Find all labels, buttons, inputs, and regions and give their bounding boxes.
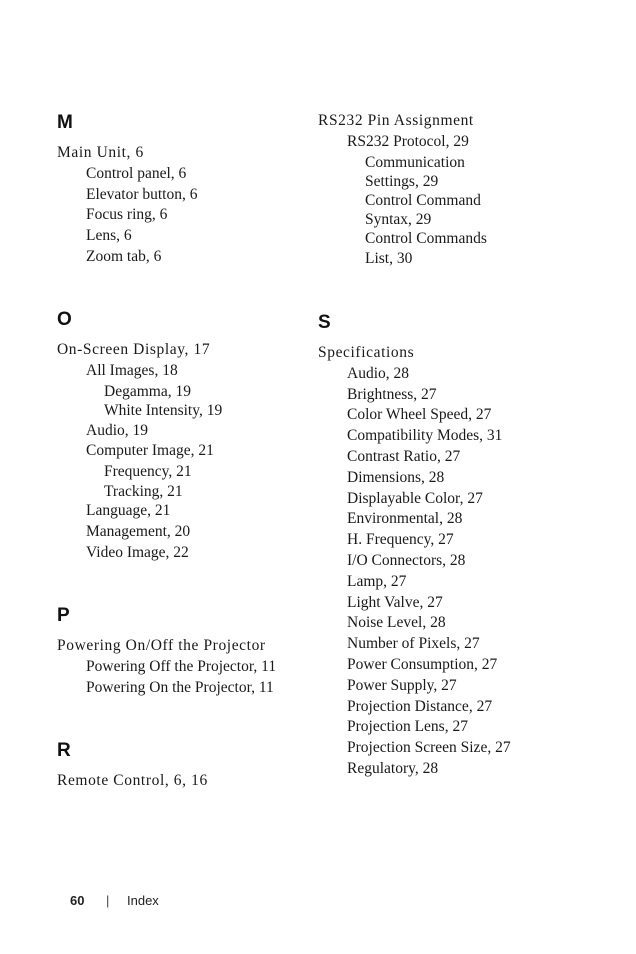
index-subentry: Noise Level, 28 bbox=[347, 614, 446, 632]
section-letter: P bbox=[57, 605, 70, 626]
index-subentry: I/O Connectors, 28 bbox=[347, 551, 466, 569]
index-subentry: Compatibility Modes, 31 bbox=[347, 427, 503, 445]
index-subsubentry: Communication bbox=[365, 153, 465, 171]
index-subsubentry: List, 30 bbox=[365, 249, 413, 267]
index-subsubentry: Frequency, 21 bbox=[104, 463, 192, 481]
entry-list bbox=[57, 771, 357, 792]
section-letter: M bbox=[57, 112, 73, 133]
index-section-m bbox=[57, 112, 357, 268]
index-entry: Main Unit, 6 bbox=[57, 144, 144, 161]
index-subsubentry: Syntax, 29 bbox=[365, 211, 432, 229]
index-subentry: Color Wheel Speed, 27 bbox=[347, 406, 492, 424]
index-subentry: Contrast Ratio, 27 bbox=[347, 447, 461, 465]
entry-list bbox=[318, 111, 618, 268]
index-subsubentry: Settings, 29 bbox=[365, 172, 439, 190]
index-subentry: Computer Image, 21 bbox=[86, 442, 214, 460]
index-subentry: Brightness, 27 bbox=[347, 385, 437, 403]
index-subentry: Displayable Color, 27 bbox=[347, 489, 483, 507]
footer-separator: | bbox=[106, 893, 110, 908]
index-subentry: Audio, 28 bbox=[347, 364, 409, 382]
index-subentry: Power Supply, 27 bbox=[347, 676, 457, 694]
index-entry: On-Screen Display, 17 bbox=[57, 341, 211, 358]
page-number: 60 bbox=[70, 893, 85, 908]
index-subentry: Lens, 6 bbox=[86, 227, 132, 245]
section-letter: S bbox=[318, 312, 331, 333]
index-subentry: H. Frequency, 27 bbox=[347, 531, 454, 549]
entry-list bbox=[57, 340, 357, 564]
index-subentry: Language, 21 bbox=[86, 502, 171, 520]
index-subentry: Lamp, 27 bbox=[347, 572, 407, 590]
index-subentry: Projection Screen Size, 27 bbox=[347, 739, 511, 757]
index-subentry: Number of Pixels, 27 bbox=[347, 635, 480, 653]
index-subsubentry: Control Command bbox=[365, 192, 481, 209]
index-subentry: RS232 Protocol, 29 bbox=[347, 132, 469, 150]
footer-section-label: Index bbox=[127, 893, 159, 908]
index-entry: Remote Control, 6, 16 bbox=[57, 772, 208, 789]
index-subentry: Powering On the Projector, 11 bbox=[86, 678, 274, 696]
index-subentry: Video Image, 22 bbox=[86, 543, 189, 561]
section-letter: O bbox=[57, 309, 72, 330]
index-subentry: Powering Off the Projector, 11 bbox=[86, 657, 277, 675]
index-subentry: Power Consumption, 27 bbox=[347, 655, 498, 673]
index-subentry: Light Valve, 27 bbox=[347, 593, 443, 611]
index-subsubentry: Degamma, 19 bbox=[104, 382, 191, 400]
index-section-r-continued bbox=[318, 111, 618, 268]
page-footer bbox=[70, 893, 159, 908]
index-subentry: Regulatory, 28 bbox=[347, 759, 439, 777]
index-subsubentry: Control Commands bbox=[365, 230, 487, 248]
index-section-r bbox=[57, 740, 357, 792]
index-entry: Specifications bbox=[318, 344, 415, 361]
index-subentry: Projection Lens, 27 bbox=[347, 718, 468, 736]
index-section-o bbox=[57, 309, 357, 564]
index-subentry: Dimensions, 28 bbox=[347, 468, 445, 486]
section-letter: R bbox=[57, 740, 71, 761]
index-subentry: Projection Distance, 27 bbox=[347, 697, 493, 715]
index-entry: Powering On/Off the Projector bbox=[57, 637, 266, 654]
index-subentry: Control panel, 6 bbox=[86, 164, 187, 182]
entry-list bbox=[57, 636, 357, 698]
entry-list bbox=[57, 143, 357, 268]
index-subentry: Audio, 19 bbox=[86, 421, 148, 439]
index-section-p bbox=[57, 605, 357, 698]
index-subentry: Management, 20 bbox=[86, 522, 191, 540]
entry-list bbox=[318, 343, 618, 780]
index-subentry: Focus ring, 6 bbox=[86, 206, 168, 224]
index-subsubentry: Tracking, 21 bbox=[104, 482, 183, 500]
index-section-s bbox=[318, 312, 618, 780]
index-subentry: Zoom tab, 6 bbox=[86, 247, 162, 265]
index-entry: RS232 Pin Assignment bbox=[318, 112, 474, 129]
index-subentry: Elevator button, 6 bbox=[86, 185, 198, 203]
index-subsubentry: White Intensity, 19 bbox=[104, 402, 223, 420]
index-subentry: All Images, 18 bbox=[86, 361, 178, 379]
index-subentry: Environmental, 28 bbox=[347, 510, 463, 528]
